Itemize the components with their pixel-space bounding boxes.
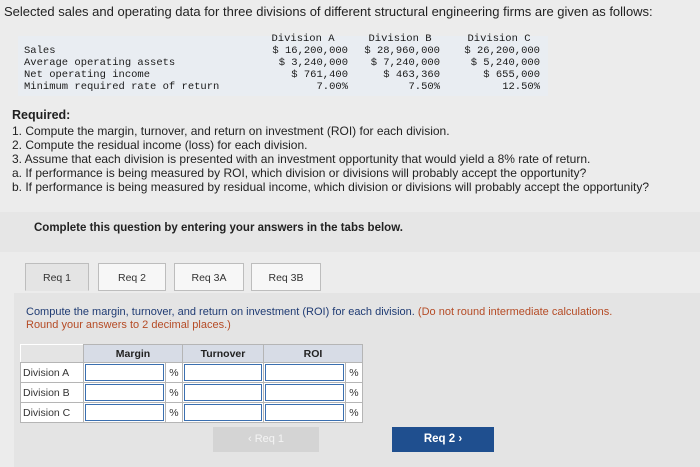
instructions [26, 306, 612, 332]
margin-input-b[interactable] [84, 383, 166, 403]
table-row [21, 363, 363, 383]
col-header-margin: Margin [84, 345, 183, 363]
prev-button-label: Req 1 [254, 433, 285, 445]
table-row [21, 383, 363, 403]
tab-req-3b[interactable]: Req 3B [251, 263, 321, 291]
header-division-b: Division B [368, 33, 432, 45]
required-line: 3. Assume that each division is presented with an investment opportunity that would yield a 8% rate of return. [12, 152, 591, 166]
required-title: Required: [12, 108, 71, 122]
complete-instruction: Complete this question by entering your answers in the tabs below. [34, 222, 403, 234]
turnover-input-a[interactable] [183, 363, 264, 383]
roi-input-b[interactable] [264, 383, 346, 403]
cell: 12.50% [502, 81, 540, 93]
row-label: Division B [21, 383, 84, 403]
cell: $ 7,240,000 [370, 57, 440, 69]
next-button[interactable] [392, 427, 494, 452]
roi-input-c[interactable] [264, 403, 346, 423]
row-label: Division A [21, 363, 84, 383]
row-label-sales: Sales [24, 45, 56, 57]
tab-req-1[interactable]: Req 1 [25, 263, 89, 291]
percent-sign: % [345, 403, 362, 423]
corner-cell [21, 345, 84, 363]
instructions-rounding-line2: Round your answers to 2 decimal places.) [26, 319, 231, 331]
cell: $ 16,200,000 [272, 45, 348, 57]
row-label-assets: Average operating assets [24, 57, 176, 69]
cell: $ 463,360 [383, 69, 440, 81]
intro-text: Selected sales and operating data for three divisions of different structural engineering firms are given as follows: [4, 4, 653, 19]
percent-sign: % [165, 403, 182, 423]
table-row [21, 403, 363, 423]
chevron-left-icon: ‹ [247, 433, 252, 445]
header-division-c: Division C [467, 33, 531, 45]
row-label: Division C [21, 403, 84, 423]
row-label-rate: Minimum required rate of return [24, 81, 220, 93]
turnover-input-b[interactable] [183, 383, 264, 403]
col-header-roi: ROI [264, 345, 363, 363]
percent-sign: % [165, 383, 182, 403]
instructions-main: Compute the margin, turnover, and return on investment (ROI) for each division. [26, 306, 415, 318]
row-label-income: Net operating income [24, 69, 151, 81]
next-button-label: Req 2 [423, 433, 456, 445]
cell: $ 655,000 [483, 69, 540, 81]
cell: $ 3,240,000 [278, 57, 348, 69]
header-division-a: Division A [271, 33, 335, 45]
percent-sign: % [345, 363, 362, 383]
cell: $ 761,400 [291, 69, 348, 81]
required-line: a. If performance is being measured by ROI, which division or divisions will probably accept the opportunity? [12, 166, 587, 180]
answer-table [20, 344, 363, 423]
turnover-input-c[interactable] [183, 403, 264, 423]
tab-req-2[interactable]: Req 2 [98, 263, 166, 291]
cell: 7.50% [408, 81, 440, 93]
required-line: 1. Compute the margin, turnover, and return on investment (ROI) for each division. [12, 124, 450, 138]
prev-button[interactable] [213, 427, 319, 452]
percent-sign: % [165, 363, 182, 383]
margin-input-a[interactable] [84, 363, 166, 383]
cell: 7.00% [316, 81, 348, 93]
col-header-turnover: Turnover [183, 345, 264, 363]
margin-input-c[interactable] [84, 403, 166, 423]
chevron-right-icon: › [458, 433, 463, 445]
cell: $ 26,200,000 [464, 45, 540, 57]
roi-input-a[interactable] [264, 363, 346, 383]
required-line: 2. Compute the residual income (loss) for each division. [12, 138, 308, 152]
cell: $ 5,240,000 [470, 57, 540, 69]
cell: $ 28,960,000 [364, 45, 440, 57]
instructions-rounding: (Do not round intermediate calculations. [417, 306, 613, 318]
tab-req-3a[interactable]: Req 3A [174, 263, 244, 291]
percent-sign: % [345, 383, 362, 403]
required-line: b. If performance is being measured by residual income, which division or divisions will probably accept the opportunity? [12, 180, 649, 194]
